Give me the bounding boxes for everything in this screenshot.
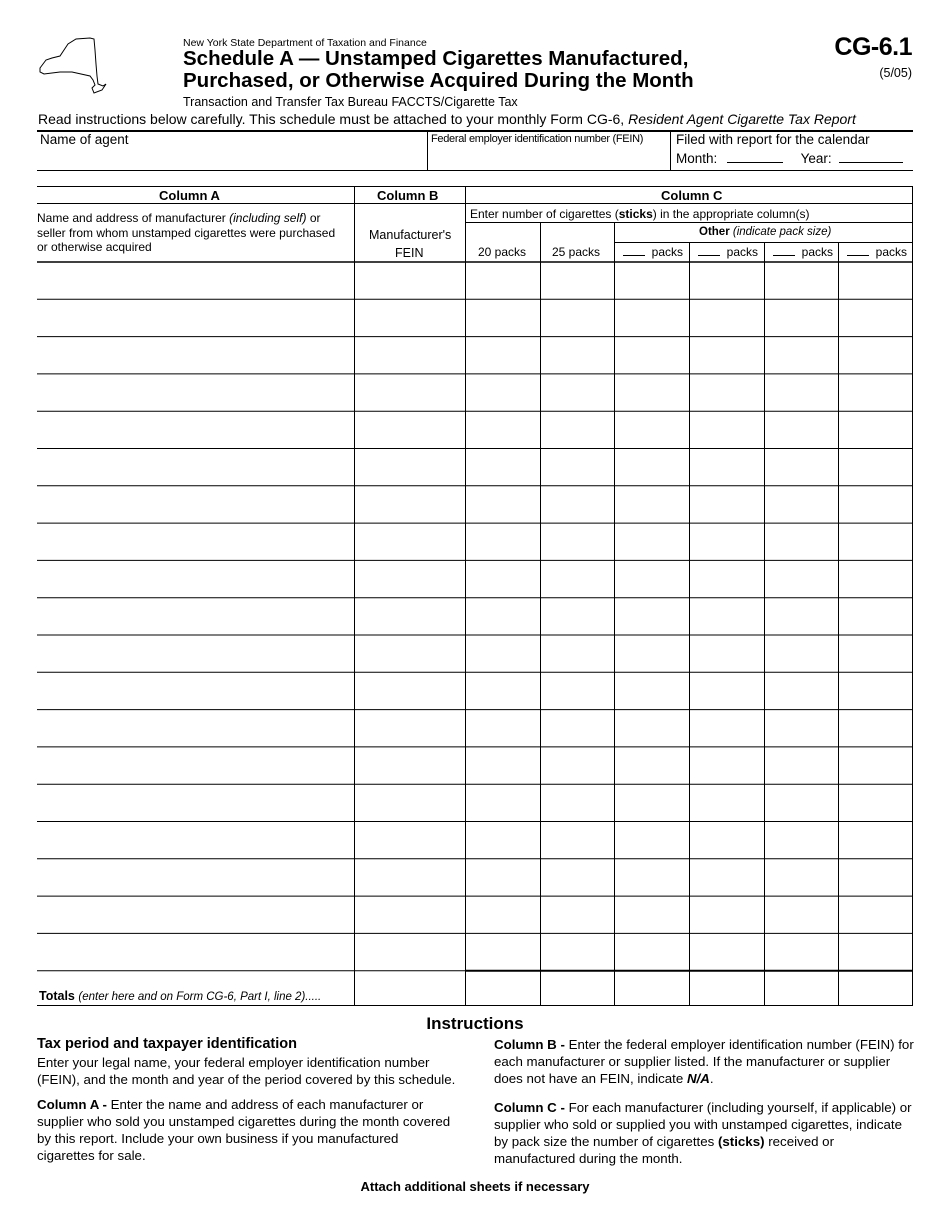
table-cell-r3-c2[interactable] bbox=[465, 337, 540, 374]
pack-size-field-4[interactable] bbox=[847, 254, 869, 256]
table-cell-r8-c0[interactable] bbox=[37, 523, 354, 560]
pack-column-other-1-label: packs bbox=[651, 245, 684, 259]
table-cell-r11-c1[interactable] bbox=[354, 635, 465, 672]
read-instructions-line bbox=[38, 111, 918, 127]
column-b-instruction-text: Enter the federal employer identification number (FEIN) for each manufacturer or supplier listed. If the manufacturer or supplier does not have an FEIN, indicate bbox=[494, 1037, 914, 1086]
table-cell-r1-c4[interactable] bbox=[614, 262, 689, 299]
table-cell-r4-c5[interactable] bbox=[689, 374, 764, 411]
column-a-desc-line-1 bbox=[37, 211, 321, 225]
department-name: New York State Department of Taxation and Finance bbox=[183, 37, 427, 49]
table-cell-r11-c2[interactable] bbox=[465, 635, 540, 672]
column-c-instruction-pre: Enter number of cigarettes ( bbox=[470, 207, 619, 221]
totals-label-text: Totals bbox=[39, 989, 75, 1003]
table-cell-r3-c6[interactable] bbox=[764, 337, 838, 374]
other-pack-size-label bbox=[699, 226, 831, 238]
table-cell-r18-c5[interactable] bbox=[689, 896, 764, 933]
table-cell-r12-c5[interactable] bbox=[689, 672, 764, 709]
table-cell-r11-c0[interactable] bbox=[37, 635, 354, 672]
totals-cell-col-1[interactable] bbox=[354, 971, 465, 1006]
table-cell-r13-c3[interactable] bbox=[540, 710, 614, 747]
pack-column-20: 20 packs bbox=[478, 245, 527, 259]
table-cell-r19-c1[interactable] bbox=[354, 933, 465, 970]
table-cell-r5-c5[interactable] bbox=[689, 411, 764, 448]
column-a-desc-line-3: or otherwise acquired bbox=[37, 240, 152, 254]
table-cell-r12-c0[interactable] bbox=[37, 672, 354, 709]
column-c-instruction-text-1: For each manufacturer (including yourself, if applicable) or supplier who sold or supplied you with unstamped cigarettes, indicate by pack size the number of cigarettes bbox=[494, 1100, 912, 1149]
column-a-header: Column A bbox=[159, 188, 220, 203]
table-cell-r8-c4[interactable] bbox=[614, 523, 689, 560]
table-cell-r3-c0[interactable] bbox=[37, 337, 354, 374]
table-cell-r18-c0[interactable] bbox=[37, 896, 354, 933]
column-c-instruction-label: Column C - bbox=[494, 1100, 565, 1115]
read-instructions-report-name: Resident Agent Cigarette Tax Report bbox=[628, 111, 856, 127]
column-a-instruction-text: Enter the name and address of each manufacturer or supplier who sold you unstamped cigarettes during the month covered by this report. Include your own business if you manufactured cigarettes for sale. bbox=[37, 1097, 451, 1163]
column-c-instruction-post: ) in the appropriate column(s) bbox=[652, 207, 810, 221]
pack-column-25: 25 packs bbox=[552, 245, 601, 259]
other-italic: (indicate pack size) bbox=[732, 226, 832, 238]
table-cell-r19-c4[interactable] bbox=[614, 933, 689, 970]
table-cell-r2-c0[interactable] bbox=[37, 299, 354, 336]
table-cell-r13-c6[interactable] bbox=[764, 710, 838, 747]
table-cell-r10-c1[interactable] bbox=[354, 598, 465, 635]
table-cell-r17-c0[interactable] bbox=[37, 859, 354, 896]
table-cell-r16-c7[interactable] bbox=[838, 822, 913, 859]
table-cell-r14-c5[interactable] bbox=[689, 747, 764, 784]
pack-column-other-1 bbox=[623, 245, 683, 259]
table-cell-r17-c1[interactable] bbox=[354, 859, 465, 896]
column-b-instruction-label: Column B - bbox=[494, 1037, 565, 1052]
table-cell-r10-c7[interactable] bbox=[838, 598, 913, 635]
column-c-header: Column C bbox=[661, 188, 723, 203]
fein-label: Federal employer identification number (FEIN) bbox=[431, 133, 644, 145]
table-cell-r15-c0[interactable] bbox=[37, 784, 354, 821]
form-number: CG-6.1 bbox=[834, 33, 912, 61]
pack-column-other-2-label: packs bbox=[726, 245, 759, 259]
table-cell-r10-c4[interactable] bbox=[614, 598, 689, 635]
table-cell-r18-c3[interactable] bbox=[540, 896, 614, 933]
year-label: Year: bbox=[800, 151, 832, 166]
table-cell-r4-c0[interactable] bbox=[37, 374, 354, 411]
table-cell-r12-c6[interactable] bbox=[764, 672, 838, 709]
agent-info-box bbox=[37, 130, 913, 171]
table-cell-r13-c4[interactable] bbox=[614, 710, 689, 747]
table-cell-r9-c2[interactable] bbox=[465, 560, 540, 597]
table-cell-r15-c4[interactable] bbox=[614, 784, 689, 821]
table-cell-r11-c5[interactable] bbox=[689, 635, 764, 672]
table-cell-r1-c5[interactable] bbox=[689, 262, 764, 299]
table-cell-r7-c5[interactable] bbox=[689, 486, 764, 523]
filed-with-label: Filed with report for the calendar bbox=[676, 132, 870, 147]
table-cell-r11-c3[interactable] bbox=[540, 635, 614, 672]
table-cell-r17-c7[interactable] bbox=[838, 859, 913, 896]
table-cell-r18-c6[interactable] bbox=[764, 896, 838, 933]
agent-name-label: Name of agent bbox=[40, 132, 129, 147]
read-instructions-text: Read instructions below carefully. This schedule must be attached to your monthly Form CG-6, bbox=[38, 111, 625, 127]
table-cell-r10-c5[interactable] bbox=[689, 598, 764, 635]
column-a-desc-text: Name and address of manufacturer bbox=[37, 211, 226, 225]
table-cell-r14-c4[interactable] bbox=[614, 747, 689, 784]
table-cell-r12-c2[interactable] bbox=[465, 672, 540, 709]
table-cell-r4-c3[interactable] bbox=[540, 374, 614, 411]
table-cell-r2-c5[interactable] bbox=[689, 299, 764, 336]
table-cell-r14-c1[interactable] bbox=[354, 747, 465, 784]
table-cell-r6-c6[interactable] bbox=[764, 449, 838, 486]
table-cell-r14-c7[interactable] bbox=[838, 747, 913, 784]
table-cell-r3-c1[interactable] bbox=[354, 337, 465, 374]
table-cell-r7-c3[interactable] bbox=[540, 486, 614, 523]
table-cell-r2-c7[interactable] bbox=[838, 299, 913, 336]
table-cell-r7-c1[interactable] bbox=[354, 486, 465, 523]
table-cell-r8-c7[interactable] bbox=[838, 523, 913, 560]
pack-column-other-3 bbox=[773, 245, 833, 259]
new-york-state-outline-icon bbox=[38, 36, 108, 94]
table-cell-r7-c7[interactable] bbox=[838, 486, 913, 523]
table-cell-r3-c5[interactable] bbox=[689, 337, 764, 374]
column-c-instruction-sticks: sticks bbox=[618, 207, 653, 221]
column-a-desc-line-2: seller from whom unstamped cigarettes were purchased bbox=[37, 226, 336, 240]
table-cell-r11-c4[interactable] bbox=[614, 635, 689, 672]
table-cell-r9-c3[interactable] bbox=[540, 560, 614, 597]
schedule-table bbox=[37, 186, 913, 1006]
table-cell-r9-c1[interactable] bbox=[354, 560, 465, 597]
table-cell-r17-c4[interactable] bbox=[614, 859, 689, 896]
table-cell-r9-c7[interactable] bbox=[838, 560, 913, 597]
table-cell-r10-c2[interactable] bbox=[465, 598, 540, 635]
table-cell-r15-c1[interactable] bbox=[354, 784, 465, 821]
table-cell-r19-c6[interactable] bbox=[764, 933, 838, 970]
totals-cell-col-7[interactable] bbox=[838, 971, 913, 1006]
column-c-instruction-sticks-word: (sticks) bbox=[717, 1134, 765, 1149]
table-cell-r4-c1[interactable] bbox=[354, 374, 465, 411]
table-cell-r12-c7[interactable] bbox=[838, 672, 913, 709]
column-c-instruction-paragraph bbox=[494, 1099, 914, 1167]
table-cell-r8-c6[interactable] bbox=[764, 523, 838, 560]
pack-size-field-1[interactable] bbox=[623, 254, 645, 256]
table-cell-r3-c3[interactable] bbox=[540, 337, 614, 374]
table-cell-r15-c2[interactable] bbox=[465, 784, 540, 821]
table-cell-r1-c0[interactable] bbox=[37, 262, 354, 299]
table-cell-r1-c3[interactable] bbox=[540, 262, 614, 299]
table-cell-r16-c5[interactable] bbox=[689, 822, 764, 859]
tax-period-heading: Tax period and taxpayer identification bbox=[37, 1036, 297, 1052]
table-cell-r15-c5[interactable] bbox=[689, 784, 764, 821]
form-revision: (5/05) bbox=[879, 66, 912, 80]
table-cell-r19-c3[interactable] bbox=[540, 933, 614, 970]
table-cell-r6-c0[interactable] bbox=[37, 449, 354, 486]
table-cell-r3-c4[interactable] bbox=[614, 337, 689, 374]
table-cell-r9-c4[interactable] bbox=[614, 560, 689, 597]
table-cell-r6-c2[interactable] bbox=[465, 449, 540, 486]
totals-cell-col-4[interactable] bbox=[614, 971, 689, 1006]
table-cell-r15-c7[interactable] bbox=[838, 784, 913, 821]
table-cell-r14-c2[interactable] bbox=[465, 747, 540, 784]
pack-column-other-3-label: packs bbox=[801, 245, 834, 259]
table-cell-r7-c6[interactable] bbox=[764, 486, 838, 523]
table-cell-r4-c6[interactable] bbox=[764, 374, 838, 411]
column-a-desc-end: or bbox=[306, 211, 321, 225]
instructions-heading: Instructions bbox=[426, 1014, 524, 1033]
form-title bbox=[183, 48, 803, 92]
table-cell-r16-c6[interactable] bbox=[764, 822, 838, 859]
totals-label-note: (enter here and on Form CG-6, Part I, line 2)..... bbox=[78, 991, 322, 1003]
table-cell-r2-c4[interactable] bbox=[614, 299, 689, 336]
table-cell-r6-c4[interactable] bbox=[614, 449, 689, 486]
pack-column-other-4-label: packs bbox=[875, 245, 908, 259]
table-cell-r5-c4[interactable] bbox=[614, 411, 689, 448]
month-field[interactable] bbox=[727, 161, 783, 163]
table-cell-r8-c5[interactable] bbox=[689, 523, 764, 560]
table-cell-r3-c7[interactable] bbox=[838, 337, 913, 374]
table-cell-r1-c6[interactable] bbox=[764, 262, 838, 299]
table-cell-r17-c6[interactable] bbox=[764, 859, 838, 896]
table-cell-r2-c2[interactable] bbox=[465, 299, 540, 336]
table-cell-r10-c6[interactable] bbox=[764, 598, 838, 635]
table-cell-r13-c1[interactable] bbox=[354, 710, 465, 747]
table-cell-r16-c0[interactable] bbox=[37, 822, 354, 859]
form-title-line-2: Purchased, or Otherwise Acquired During the Month bbox=[183, 69, 694, 92]
table-cell-r19-c7[interactable] bbox=[838, 933, 913, 970]
table-cell-r2-c6[interactable] bbox=[764, 299, 838, 336]
table-cell-r18-c2[interactable] bbox=[465, 896, 540, 933]
table-cell-r15-c3[interactable] bbox=[540, 784, 614, 821]
table-cell-r6-c5[interactable] bbox=[689, 449, 764, 486]
column-b-desc-line-2: FEIN bbox=[395, 246, 424, 260]
table-cell-r8-c1[interactable] bbox=[354, 523, 465, 560]
table-cell-r6-c1[interactable] bbox=[354, 449, 465, 486]
table-cell-r10-c3[interactable] bbox=[540, 598, 614, 635]
other-label: Other bbox=[699, 226, 730, 238]
table-cell-r17-c3[interactable] bbox=[540, 859, 614, 896]
table-cell-r16-c2[interactable] bbox=[465, 822, 540, 859]
table-cell-r16-c3[interactable] bbox=[540, 822, 614, 859]
table-cell-r1-c2[interactable] bbox=[465, 262, 540, 299]
table-cell-r15-c6[interactable] bbox=[764, 784, 838, 821]
tax-period-text: Enter your legal name, your federal employer identification number (FEIN), and the month and year of the period covered by this schedule. bbox=[37, 1055, 456, 1087]
table-cell-r13-c0[interactable] bbox=[37, 710, 354, 747]
agent-box-divider-1 bbox=[427, 132, 428, 170]
column-b-instruction: Column B - Enter the federal employer identification number (FEIN) for each manufacturer or supplier listed. If the manufacturer or supplier does not have an FEIN, indicate N/A. bbox=[494, 1037, 914, 1086]
column-a-desc-italic: (including self) bbox=[229, 211, 307, 225]
table-cell-r8-c2[interactable] bbox=[465, 523, 540, 560]
table-cell-r11-c6[interactable] bbox=[764, 635, 838, 672]
table-cell-r14-c3[interactable] bbox=[540, 747, 614, 784]
table-cell-r19-c0[interactable] bbox=[37, 933, 354, 970]
table-cell-r2-c3[interactable] bbox=[540, 299, 614, 336]
table-cell-r12-c1[interactable] bbox=[354, 672, 465, 709]
agent-box-divider-2 bbox=[670, 132, 671, 170]
table-cell-r1-c7[interactable] bbox=[838, 262, 913, 299]
totals-cell-col-3[interactable] bbox=[540, 971, 614, 1006]
table-cell-r14-c6[interactable] bbox=[764, 747, 838, 784]
table-cell-r5-c3[interactable] bbox=[540, 411, 614, 448]
bureau-name: Transaction and Transfer Tax Bureau FACCTS/Cigarette Tax bbox=[183, 95, 518, 109]
column-a-instruction-label: Column A - bbox=[37, 1097, 107, 1112]
table-cell-r5-c6[interactable] bbox=[764, 411, 838, 448]
table-cell-r1-c1[interactable] bbox=[354, 262, 465, 299]
table-cell-r5-c2[interactable] bbox=[465, 411, 540, 448]
table-cell-r4-c7[interactable] bbox=[838, 374, 913, 411]
table-cell-r11-c7[interactable] bbox=[838, 635, 913, 672]
table-cell-r2-c1[interactable] bbox=[354, 299, 465, 336]
table-cell-r5-c7[interactable] bbox=[838, 411, 913, 448]
column-b-desc-line-1: Manufacturer's bbox=[369, 228, 452, 242]
totals-cell-col-5[interactable] bbox=[689, 971, 764, 1006]
column-b-header: Column B bbox=[377, 188, 439, 203]
table-cell-r9-c6[interactable] bbox=[764, 560, 838, 597]
year-field[interactable] bbox=[839, 161, 903, 163]
totals-cell-col-2[interactable] bbox=[465, 971, 540, 1006]
table-cell-r4-c2[interactable] bbox=[465, 374, 540, 411]
table-cell-r13-c5[interactable] bbox=[689, 710, 764, 747]
table-cell-r7-c2[interactable] bbox=[465, 486, 540, 523]
column-c-instruction-text-2: received or manufactured during the month. bbox=[494, 1134, 834, 1166]
period-fields bbox=[676, 151, 903, 166]
instructions-right-column bbox=[494, 1036, 914, 1175]
table-cell-r6-c3[interactable] bbox=[540, 449, 614, 486]
table-cell-r17-c5[interactable] bbox=[689, 859, 764, 896]
pack-column-other-4 bbox=[847, 245, 907, 259]
table-cell-r8-c3[interactable] bbox=[540, 523, 614, 560]
totals-cell-col-6[interactable] bbox=[764, 971, 838, 1006]
table-cell-r17-c2[interactable] bbox=[465, 859, 540, 896]
table-cell-r13-c2[interactable] bbox=[465, 710, 540, 747]
column-c-instruction bbox=[470, 207, 810, 221]
table-cell-r19-c2[interactable] bbox=[465, 933, 540, 970]
table-cell-r16-c1[interactable] bbox=[354, 822, 465, 859]
table-cell-r7-c4[interactable] bbox=[614, 486, 689, 523]
table-cell-r14-c0[interactable] bbox=[37, 747, 354, 784]
table-cell-r9-c5[interactable] bbox=[689, 560, 764, 597]
table-cell-r6-c7[interactable] bbox=[838, 449, 913, 486]
table-cell-r12-c3[interactable] bbox=[540, 672, 614, 709]
table-cell-r18-c1[interactable] bbox=[354, 896, 465, 933]
table-cell-r10-c0[interactable] bbox=[37, 598, 354, 635]
instructions-left-column bbox=[37, 1036, 457, 1172]
table-cell-r12-c4[interactable] bbox=[614, 672, 689, 709]
pack-size-field-2[interactable] bbox=[698, 254, 720, 256]
attach-sheets-note: Attach additional sheets if necessary bbox=[360, 1179, 590, 1194]
table-cell-r5-c0[interactable] bbox=[37, 411, 354, 448]
totals-label bbox=[39, 989, 321, 1003]
table-cell-r18-c4[interactable] bbox=[614, 896, 689, 933]
table-cell-r18-c7[interactable] bbox=[838, 896, 913, 933]
table-cell-r13-c7[interactable] bbox=[838, 710, 913, 747]
form-title-line-1: Schedule A — Unstamped Cigarettes Manufactured, bbox=[183, 47, 689, 70]
table-cell-r4-c4[interactable] bbox=[614, 374, 689, 411]
table-cell-r9-c0[interactable] bbox=[37, 560, 354, 597]
table-cell-r5-c1[interactable] bbox=[354, 411, 465, 448]
month-label: Month: bbox=[676, 151, 718, 166]
table-cell-r16-c4[interactable] bbox=[614, 822, 689, 859]
column-b-instruction-na: N/A bbox=[686, 1071, 710, 1086]
pack-column-other-2 bbox=[698, 245, 758, 259]
table-cell-r19-c5[interactable] bbox=[689, 933, 764, 970]
pack-size-field-3[interactable] bbox=[773, 254, 795, 256]
column-a-instruction bbox=[37, 1096, 457, 1164]
table-cell-r7-c0[interactable] bbox=[37, 486, 354, 523]
